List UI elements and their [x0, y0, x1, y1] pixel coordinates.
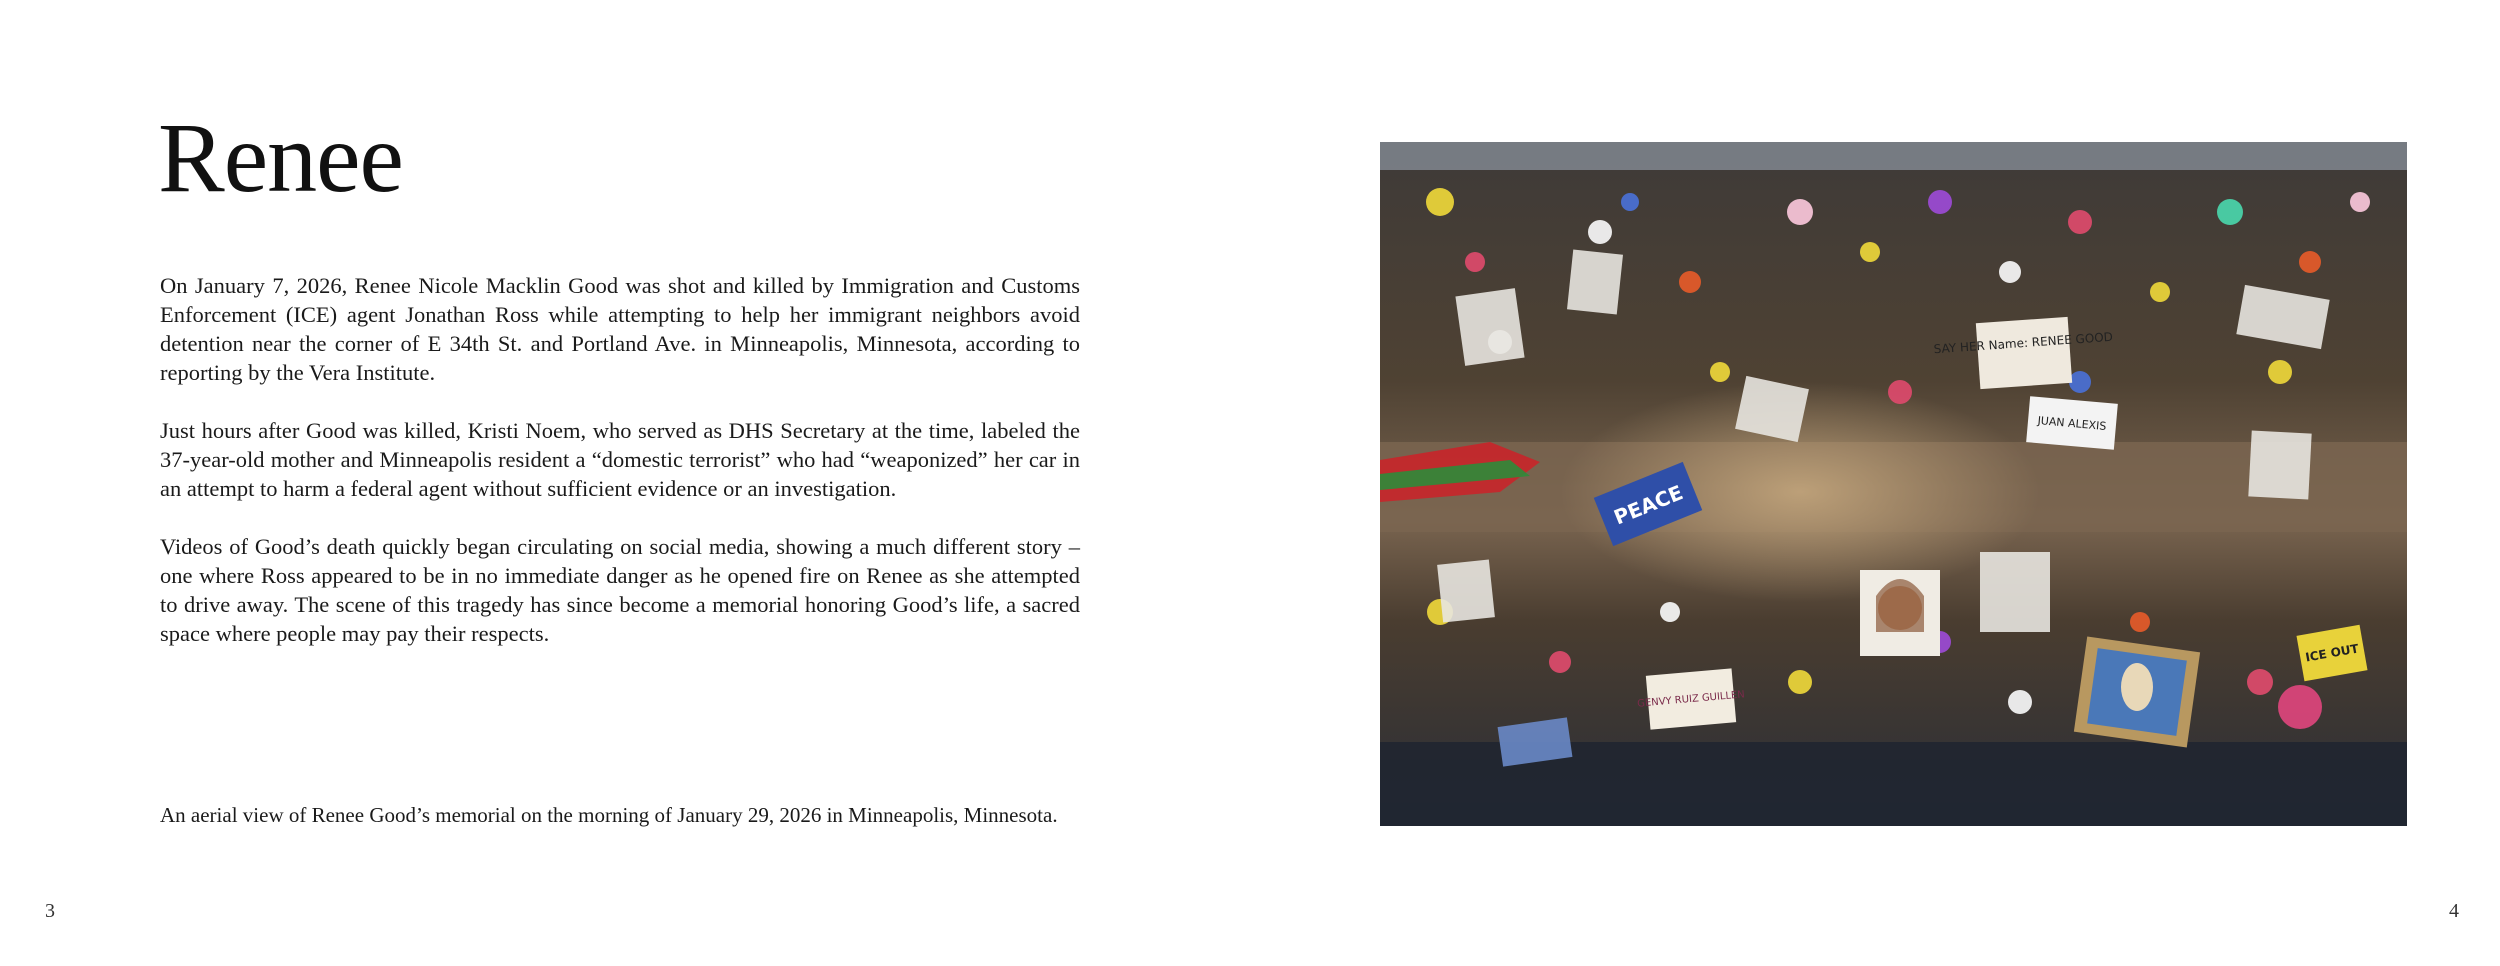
page-title: Renee	[158, 102, 403, 213]
page-number-left: 3	[45, 900, 55, 922]
article-body	[160, 271, 1080, 677]
svg-text:ICE OUT: ICE OUT	[2304, 641, 2360, 665]
paragraph-3: Videos of Good’s death quickly began circulating on social media, showing a much different story – one where Ross appeared to be in no immediate danger as he opened fire on Renee as she attempted to drive away. The scene of this tragedy has since become a memorial honoring Good’s life, a sacred space where people may pay their respects.	[160, 534, 1080, 646]
paragraph-2: Just hours after Good was killed, Kristi Noem, who served as DHS Secretary at the time, labeled the 37-year-old mother and Minneapolis resident a “domestic terrorist” who had “weaponized” her car in an attempt to harm a federal agent without sufficient evidence or an investigation.	[160, 418, 1080, 501]
portrait-photo	[1860, 570, 1940, 656]
svg-text:JUAN ALEXIS: JUAN ALEXIS	[2037, 414, 2107, 433]
sign-genvy	[1637, 668, 1745, 729]
memorial-aerial-photo	[1380, 142, 2407, 826]
paragraph-1: On January 7, 2026, Renee Nicole Macklin Good was shot and killed by Immigration and Customs Enforcement (ICE) agent Jonathan Ross while attempting to help her immigrant neighbors avoid detention near the corner of E 34th St. and Portland Ave. in Minneapolis, Minnesota, according to reporting by the Vera Institute.	[160, 273, 1080, 385]
photo-caption: An aerial view of Renee Good’s memorial on the morning of January 29, 2026 in Minneapolis, Minnesota.	[160, 803, 1058, 827]
page-number-right: 4	[2449, 900, 2459, 922]
svg-text:PEACE: PEACE	[1610, 480, 1687, 530]
religious-image	[2074, 637, 2200, 748]
svg-text:SAY HER Name: RENEE GOOD: SAY HER Name: RENEE GOOD	[1933, 329, 2114, 357]
svg-text:GENVY RUIZ GUILLEN: GENVY RUIZ GUILLEN	[1636, 689, 1746, 710]
sign-juan	[2026, 396, 2118, 449]
snow-edge	[1380, 142, 2407, 170]
